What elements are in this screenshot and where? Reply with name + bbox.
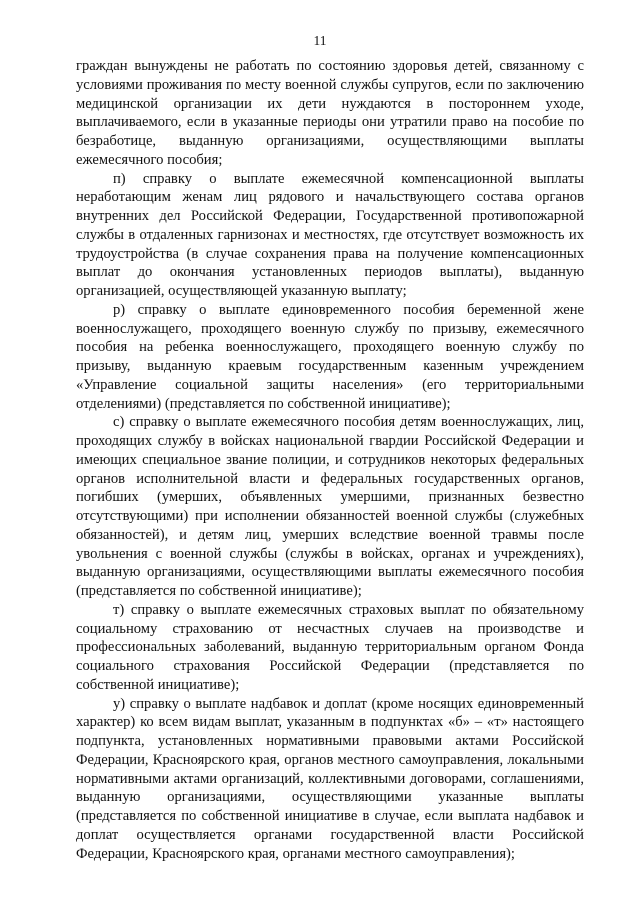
page-number: 11 xyxy=(313,33,327,48)
paragraph-item-p: п) справку о выплате ежемесячной компенсационной выплаты неработающим женам лиц рядового и начальствующего состава органов внутренних дел Российской Федерации, Государственной противопожарной службы в отдаленных гарнизонах и местностях, где отсутствует возможность их трудоустройства (в случае сохранения права на получение компенсационных выплат до окончания установленных периодов выплаты), выданную организацией, осуществляющей указанную выплату; xyxy=(76,170,584,299)
paragraph-item-t: т) справку о выплате ежемесячных страховых выплат по обязательному социальному страхованию от несчастных случаев на производстве и профессиональных заболеваний, выданную территориальным органом Фонда социального страхования Российской Федерации (представляется по собственной инициативе); xyxy=(76,601,584,693)
paragraph-continuation: граждан вынуждены не работать по состоянию здоровья детей, связанному с условиями проживания по месту военной службы супругов, если по заключению медицинской организации их дети нуждаются в постороннем уходе, выплачиваемого, если в указанные периоды они утратили право на пособие по безработице, выданную организациями, осуществляющими выплаты ежемесячного пособия; xyxy=(76,58,584,168)
document-body xyxy=(76,57,584,863)
paragraph-item-s: с) справку о выплате ежемесячного пособия детям военнослужащих, лиц, проходящих службу в войсках национальной гвардии Российской Федерации и имеющих специальное звание полиции, и сотрудников некоторых федеральных органов исполнительной власти и федеральных государственных органов, погибших (умерших, объявленных умершими, признанных безвестно отсутствующими) при исполнении обязанностей военной службы (служебных обязанностей), и детям лиц, умерших вследствие военной травмы после увольнения с военной службы (службы в войсках, органах и учреждениях), выданную организациями, осуществляющими выплаты ежемесячного пособия (представляется по собственной инициативе); xyxy=(76,414,584,599)
paragraph-item-r: р) справку о выплате единовременного пособия беременной жене военнослужащего, проходящего военную службу по призыву, ежемесячного пособия на ребенка военнослужащего, проходящего военную службу по призыву, выданную краевым государственным казенным учреждением «Управление социальной защиты населения» (его территориальными отделениями) (представляется по собственной инициативе); xyxy=(76,301,584,412)
paragraph-item-u: у) справку о выплате надбавок и доплат (кроме носящих единовременный характер) ко всем видам выплат, указанным в подпунктах «б» – «т» настоящего подпункта, установленных нормативными правовыми актами Российской Федерации, Красноярского края, органов местного самоуправления, локальными нормативными актами организаций, коллективными договорами, соглашениями, выданную организациями, осуществляющими указанные выплаты (представляется по собственной инициативе в случае, если выплата надбавок и доплат осуществляется органами государственной власти Российской Федерации, Красноярского края, органами местного самоуправления); xyxy=(76,695,584,862)
